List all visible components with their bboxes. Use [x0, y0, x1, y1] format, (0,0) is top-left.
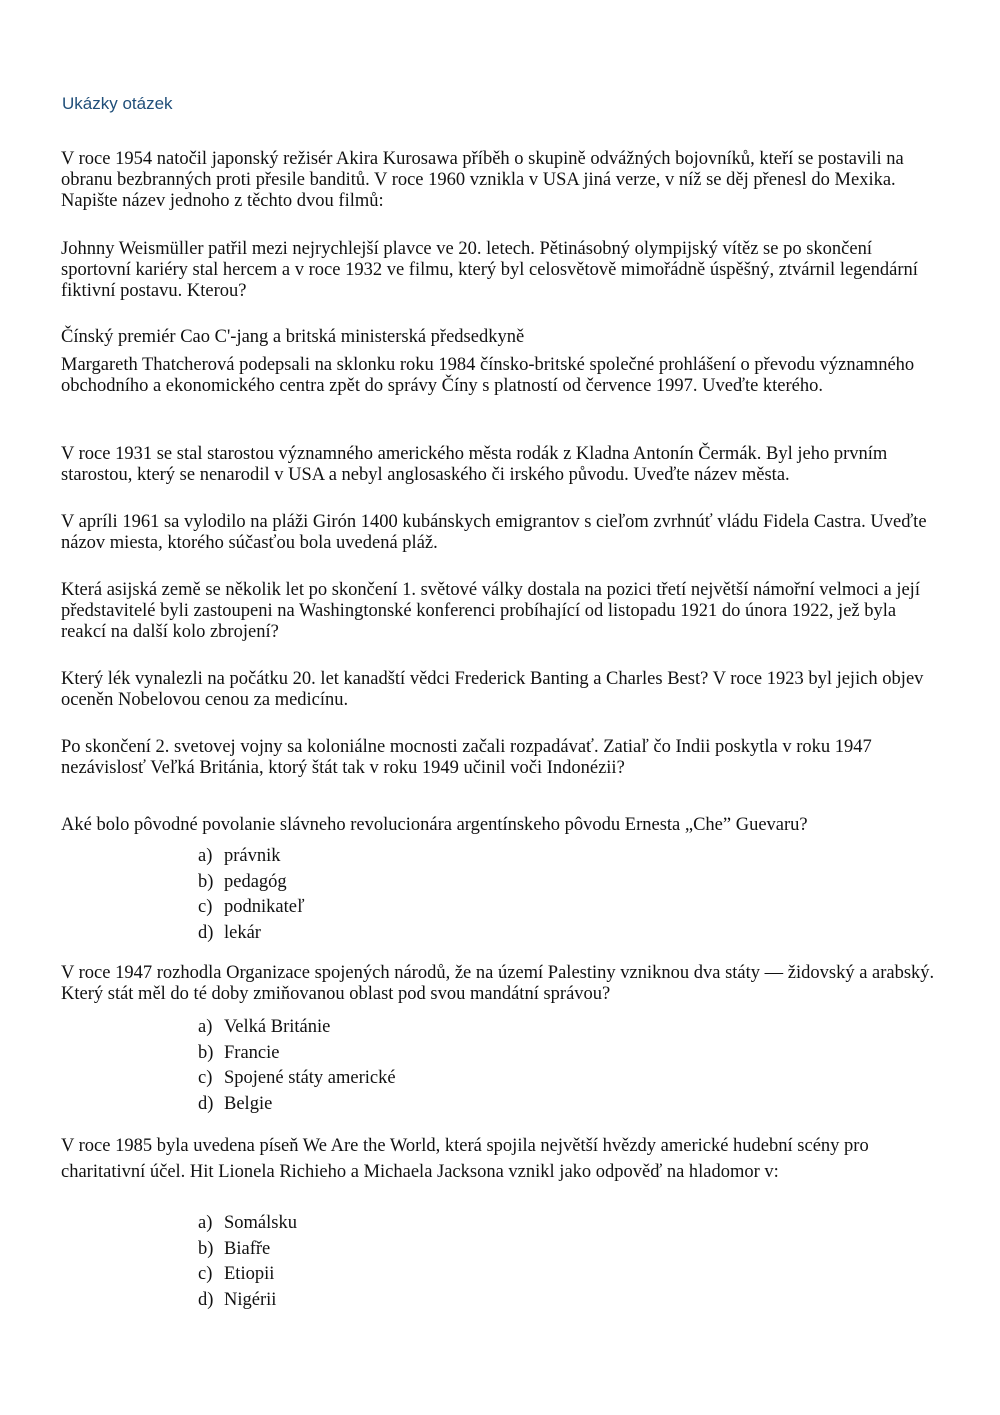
option-item: b) Francie	[198, 1042, 280, 1063]
page-title: Ukázky otázek	[62, 94, 173, 113]
option-item: b) Biafře	[198, 1238, 271, 1259]
option-item: a) Somálsku	[198, 1213, 297, 1233]
question-2-text: Johnny Weismüller patřil mezi nejrychlejší plavce ve 20. letech. Pětinásobný olympijský vítěz se po skončení sportovní kariéry stal hercem a v roce 1932 ve filmu, který byl celosvětově mimořádně úspěšný, ztvárnil legendární fiktivní postavu. Kterou?	[61, 239, 918, 301]
option-item: d) lekár	[198, 922, 261, 943]
mc-3-options	[198, 1211, 297, 1313]
question-6-text: Která asijská země se několik let po skončení 1. světové války dostala na pozici třetí největší námořní velmoci a její představitelé byli zastoupeni na Washingtonské konferenci probíhající od listopadu 1921 do února 1922, jež byla reakcí na další kolo zbrojení?	[61, 580, 920, 642]
option-item: a) Velká Británie	[198, 1017, 331, 1037]
option-item: c) Etiopii	[198, 1264, 275, 1284]
option-item: d) Belgie	[198, 1093, 273, 1114]
question-1-text: V roce 1954 natočil japonský režisér Akira Kurosawa příběh o skupině odvážných bojovníků, kteří se postavili na obranu bezbranných proti přesile banditů. V roce 1960 vznikla v USA jiná verze, v níž se děj přenesl do Mexika. Napište název jednoho z těchto dvou filmů:	[61, 149, 904, 211]
option-item: d) Nigérii	[198, 1289, 277, 1310]
question-8-text: Po skončení 2. svetovej vojny sa koloniálne mocnosti začali rozpadávať. Zatiaľ čo Indii poskytla v roku 1947 nezávislosť Veľká Británia, ktorý štát tak v roku 1949 učinil voči Indonézii?	[61, 737, 872, 778]
option-item: a) právnik	[198, 846, 281, 866]
mc-question-3: V roce 1985 byla uvedena píseň We Are the World, která spojila největší hvězdy americké hudební scény pro charitativní účel. Hit Lionela Richieho a Michaela Jacksona vznikl jako odpověď na hladomor v:	[61, 1136, 869, 1182]
option-item: c) podnikateľ	[198, 897, 305, 917]
mc-question-2: V roce 1947 rozhodla Organizace spojených národů, že na území Palestiny vzniknou dva státy — židovský a arabský. Který stát měl do té doby zmiňovanou oblast pod svou mandátní správou?	[61, 963, 935, 1004]
option-item: b) pedagóg	[198, 871, 287, 892]
option-item: c) Spojené státy americké	[198, 1068, 396, 1088]
question-5-text: V apríli 1961 sa vylodilo na pláži Girón 1400 kubánskych emigrantov s cieľom zvrhnúť vládu Fidela Castra. Uveďte názov miesta, ktorého súčasťou bola uvedená pláž.	[61, 512, 927, 553]
question-7-text: Který lék vynalezli na počátku 20. let kanadští vědci Frederick Banting a Charles Best? V roce 1923 byl jejich objev oceněn Nobelovou cenou za medicínu.	[61, 669, 924, 710]
question-3-intro: Čínský premiér Cao C'-jang a britská ministerská předsedkyně	[61, 327, 525, 347]
mc-1-options	[198, 844, 304, 946]
mc-2-options	[198, 1015, 396, 1117]
question-3-text: Margareth Thatcherová podepsali na sklonku roku 1984 čínsko-britské společné prohlášení o převodu významného obchodního a ekonomického centra zpět do správy Číny s platností od července 1997. Uveďte kterého.	[61, 355, 915, 396]
mc-question-1: Aké bolo pôvodné povolanie slávneho revolucionára argentínskeho pôvodu Ernesta „Che” Guevaru?	[61, 815, 808, 835]
question-4-text: V roce 1931 se stal starostou významného amerického města rodák z Kladna Antonín Čermák. Byl jeho prvním starostou, který se nenarodil v USA a nebyl anglosaského či irského původu. Uveďte název města.	[61, 444, 888, 485]
